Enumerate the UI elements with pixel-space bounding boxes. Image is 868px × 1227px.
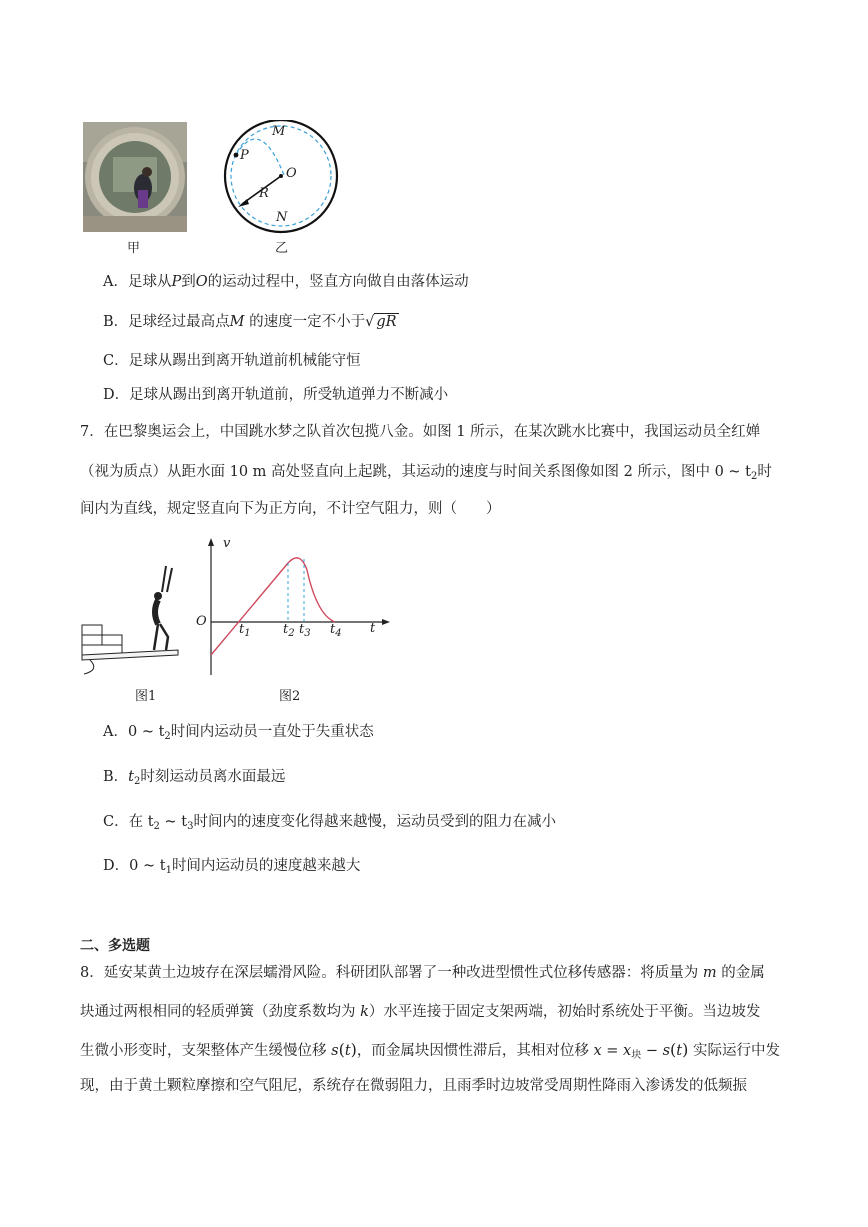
label-O: O [286,166,297,181]
section-title-multi-choice: 二、多选题 [80,938,150,954]
caption-yi: 乙 [275,241,289,256]
graph-label-t1: $t_1$ [239,622,251,639]
pipe-photo [83,122,187,232]
caption-jia: 甲 [127,241,141,256]
q6-option-c: C．足球从踢出到离开轨道前机械能守恒 [103,353,361,369]
graph-label-t4: $t_4$ [330,622,342,639]
vt-graph-figure-2 [195,535,395,680]
q7-option-c: C．在 $t_2$ ~ $t_3$时间内的速度变化得越来越慢，运动员受到的阻力在减小 [103,814,556,832]
q7-option-b: B．$t_2$时刻运动员离水面最远 [103,769,286,787]
caption-fig1: 图1 [135,689,157,704]
sqrt-sign: √ [365,314,375,330]
graph-label-t3: $t_3$ [299,622,311,639]
q7-option-a: A．0 ~ $t_2$时间内运动员一直处于失重状态 [103,724,374,742]
q7-stem-line3: 间内为直线，规定竖直向下为正方向，不计空气阻力，则（ ） [80,501,501,517]
label-M: M [272,124,286,139]
caption-fig2: 图2 [279,689,301,704]
q7-option-d: D．0 ~ $t_1$时间内运动员的速度越来越大 [103,858,361,876]
label-N: N [276,210,288,225]
graph-label-v: v [223,536,231,551]
q8-line2: 块通过两根相同的轻质弹簧（劲度系数均为 k）水平连接于固定支架两端，初始时系统处于平衡。当边坡发 [80,1004,761,1020]
graph-label-t: t [370,621,376,636]
vt-curve [211,558,335,655]
photo-figure-jia [83,122,187,232]
q6-option-b: B．足球经过最高点M 的速度一定不小于√ gR [103,314,397,330]
q8-line1: 8．延安某黄土边坡存在深层蠕滑风险。科研团队部署了一种改进型惯性式位移传感器：将质量为 m 的金属 [80,965,765,981]
label-P: P [240,148,249,163]
q6-option-a: A．足球从P到O的运动过程中，竖直方向做自由落体运动 [103,274,469,290]
q8-line3: 生微小形变时，支架整体产生缓慢位移 s(t)，而金属块因惯性滞后，其相对位移 $x = x_块 - s(t)$ 实际运行中发 [80,1040,780,1061]
label-R: R [259,186,269,201]
diver-figure-1 [80,562,190,682]
q8-line4: 现，由于黄土颗粒摩擦和空气阻尼，系统存在微弱阻力，且雨季时边坡常受周期性降雨入渗诱发的低频振 [80,1078,747,1094]
q6-option-d: D．足球从踢出到离开轨道前，所受轨道弹力不断减小 [103,387,449,403]
q7-stem-line2: （视为质点）从距水面 10 m 高处竖直向上起跳，其运动的速度与时间关系图像如图 2 所示，图中 0 ~ $t_2$时 [80,464,772,482]
graph-label-t2: $t_2$ [283,622,295,639]
sqrt-content: gR [376,314,397,330]
graph-label-O: O [196,614,207,629]
q7-stem-line1: 7．在巴黎奥运会上，中国跳水梦之队首次包揽八金。如图 1 所示，在某次跳水比赛中，我国运动员全红婵 [80,424,761,440]
